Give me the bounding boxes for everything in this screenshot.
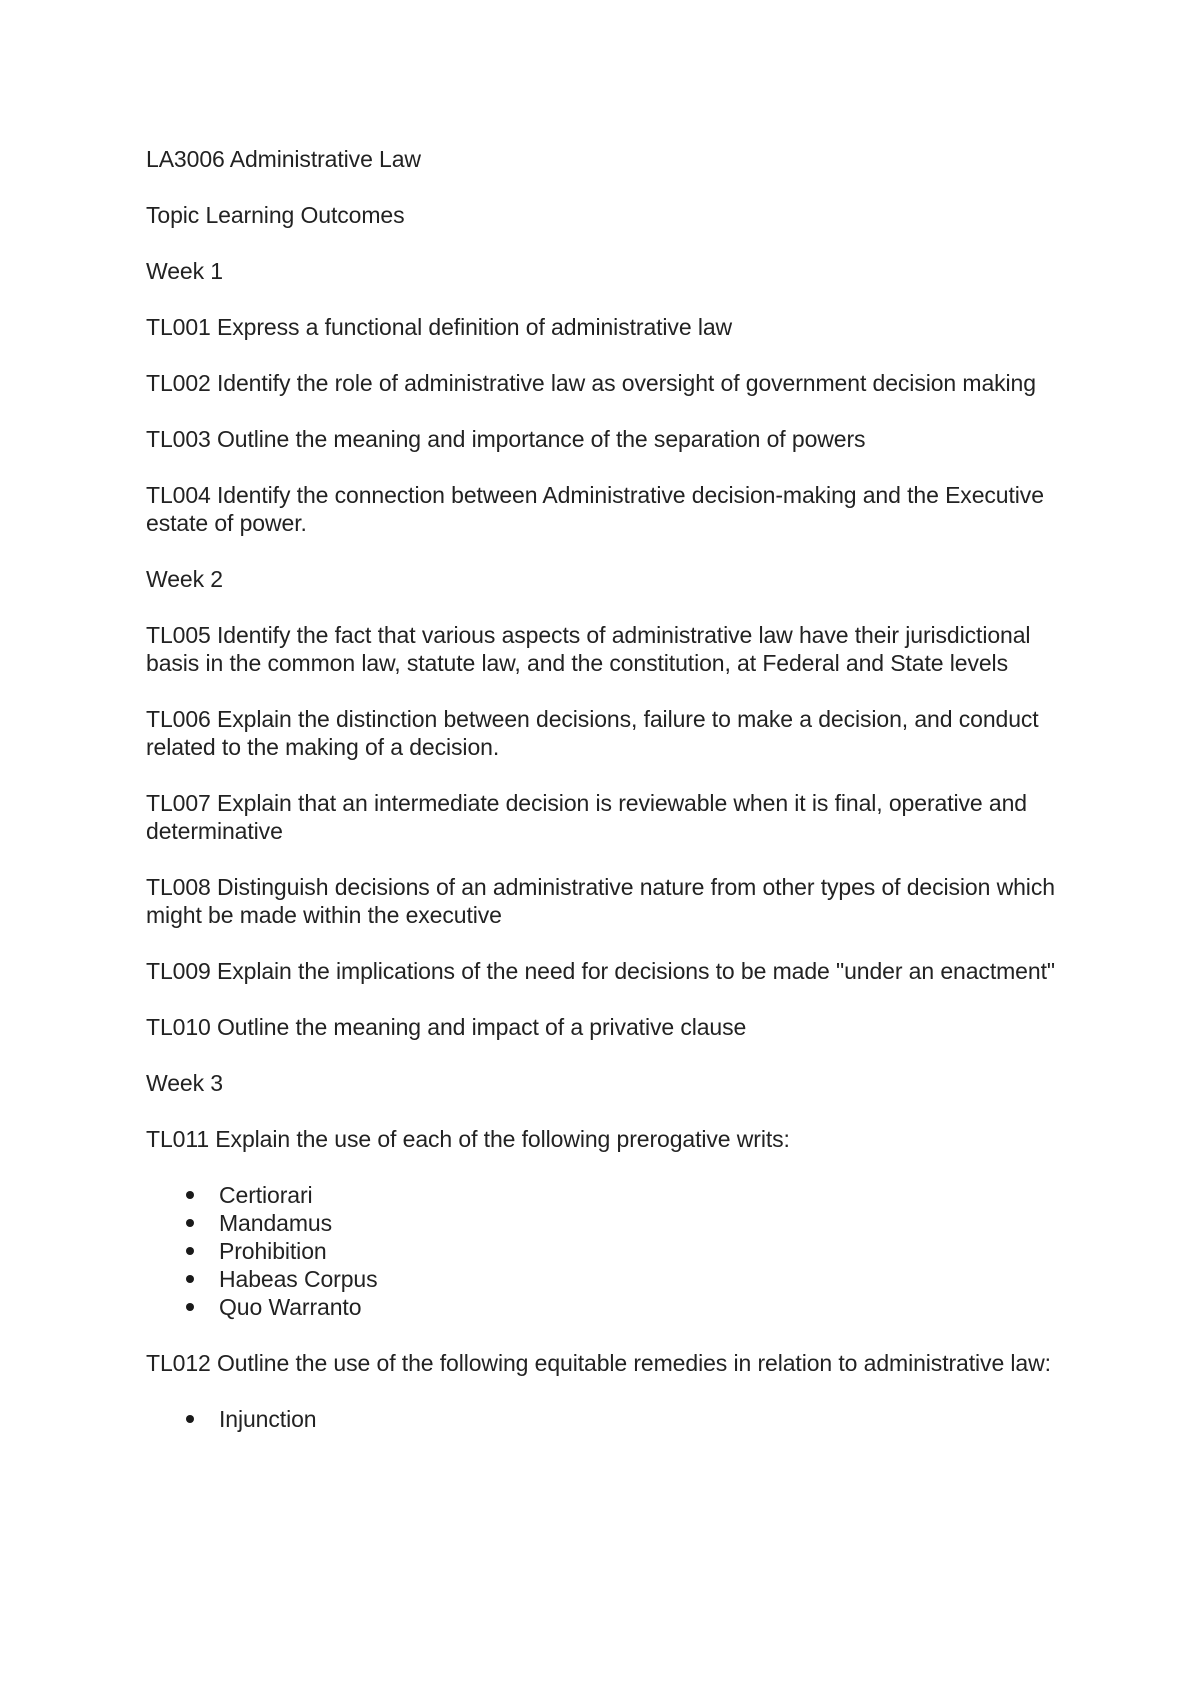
bullet-icon xyxy=(186,1275,194,1283)
outcome-tl002: TL002 Identify the role of administrative law as oversight of government decision making xyxy=(146,370,1036,396)
outcome-tl003: TL003 Outline the meaning and importance of the separation of powers xyxy=(146,426,866,452)
bullet-icon xyxy=(186,1415,194,1423)
list-item-label: Prohibition xyxy=(219,1238,327,1264)
list-item xyxy=(146,1209,1066,1237)
list-item xyxy=(146,1293,1066,1321)
list-item-label: Injunction xyxy=(219,1406,317,1432)
outcome-tl004: TL004 Identify the connection between Administrative decision-making and the Executive estate of power. xyxy=(146,482,1044,536)
list-item-label: Mandamus xyxy=(219,1210,332,1236)
outcome-tl009: TL009 Explain the implications of the need for decisions to be made "under an enactment" xyxy=(146,958,1055,984)
document-subtitle: Topic Learning Outcomes xyxy=(146,202,405,228)
outcome-tl012: TL012 Outline the use of the following equitable remedies in relation to administrative law: xyxy=(146,1350,1051,1376)
list-item xyxy=(146,1237,1066,1265)
list-item-label: Habeas Corpus xyxy=(219,1266,378,1292)
week-1-heading: Week 1 xyxy=(146,258,223,284)
outcome-tl008: TL008 Distinguish decisions of an administrative nature from other types of decision which might be made within the executive xyxy=(146,874,1055,928)
outcome-tl007: TL007 Explain that an intermediate decision is reviewable when it is final, operative and determinative xyxy=(146,790,1027,844)
week-2-heading: Week 2 xyxy=(146,566,223,592)
document-title: LA3006 Administrative Law xyxy=(146,146,421,172)
week-3-heading: Week 3 xyxy=(146,1070,223,1096)
list-item-label: Certiorari xyxy=(219,1182,313,1208)
list-item xyxy=(146,1265,1066,1293)
equitable-remedies-list xyxy=(146,1405,1066,1433)
outcome-tl001: TL001 Express a functional definition of administrative law xyxy=(146,314,733,340)
list-item xyxy=(146,1405,1066,1433)
outcome-tl006: TL006 Explain the distinction between decisions, failure to make a decision, and conduct related to the making of a decision. xyxy=(146,706,1039,760)
bullet-icon xyxy=(186,1247,194,1255)
outcome-tl011: TL011 Explain the use of each of the following prerogative writs: xyxy=(146,1126,790,1152)
bullet-icon xyxy=(186,1303,194,1311)
bullet-icon xyxy=(186,1219,194,1227)
bullet-icon xyxy=(186,1191,194,1199)
document-body xyxy=(146,145,1066,1461)
list-item-label: Quo Warranto xyxy=(219,1294,362,1320)
outcome-tl005: TL005 Identify the fact that various aspects of administrative law have their jurisdictional basis in the common law, statute law, and the constitution, at Federal and State levels xyxy=(146,622,1031,676)
list-item xyxy=(146,1181,1066,1209)
outcome-tl010: TL010 Outline the meaning and impact of a privative clause xyxy=(146,1014,747,1040)
prerogative-writs-list xyxy=(146,1181,1066,1321)
